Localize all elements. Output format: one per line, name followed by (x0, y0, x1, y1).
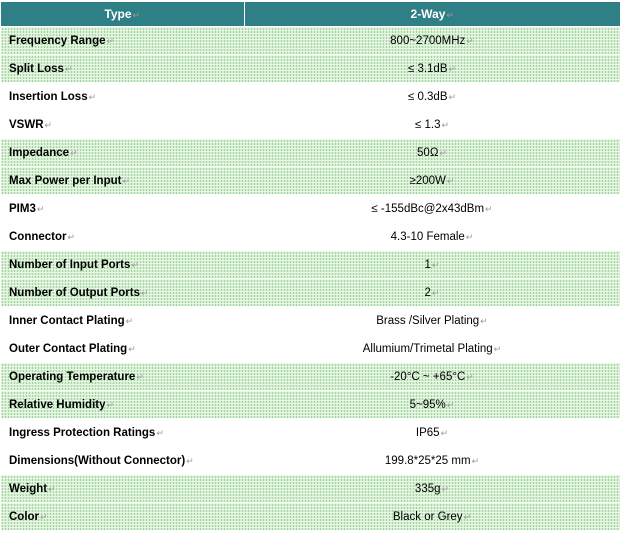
paragraph-mark-icon: ↵ (106, 399, 115, 410)
paragraph-mark-icon: ↵ (70, 147, 78, 158)
spec-value: ≤ -155dBc@2x43dBm (371, 202, 485, 215)
spec-label: Ingress Protection Ratings (9, 426, 156, 439)
table-row (1, 111, 620, 139)
spec-value: ≤ 3.1dB (407, 62, 448, 75)
paragraph-mark-icon: ↵ (480, 315, 488, 326)
table-row (1, 503, 620, 531)
paragraph-mark-icon: ↵ (448, 63, 457, 74)
spec-value-cell (244, 335, 620, 363)
table-row (1, 251, 620, 279)
table-row (1, 139, 620, 167)
table-row (1, 307, 620, 335)
table-row (1, 335, 620, 363)
paragraph-mark-icon: ↵ (431, 259, 440, 270)
spec-label: Operating Temperature (9, 370, 136, 383)
header-2way-label: 2-Way (410, 7, 446, 21)
spec-label-cell (1, 447, 244, 475)
paragraph-mark-icon: ↵ (431, 287, 440, 298)
spec-value-cell (244, 363, 620, 391)
spec-label-cell (1, 167, 244, 195)
paragraph-mark-icon: ↵ (465, 231, 474, 242)
table-row (1, 447, 620, 475)
header-type (1, 2, 244, 27)
spec-label: Number of Input Ports (9, 258, 131, 271)
spec-label-cell (1, 83, 244, 111)
table-row (1, 279, 620, 307)
spec-label-cell (1, 111, 244, 139)
table-row (1, 55, 620, 83)
spec-value: 1 (424, 258, 431, 271)
spec-value-cell (244, 419, 620, 447)
spec-value-cell (244, 83, 620, 111)
spec-label-cell (1, 55, 244, 83)
paragraph-mark-icon: ↵ (493, 343, 502, 354)
spec-value-cell (244, 27, 620, 55)
table-row (1, 475, 620, 503)
spec-label: Color (9, 510, 40, 523)
spec-value: ≥200W (409, 174, 446, 187)
spec-value: 4.3-10 Female (390, 230, 465, 243)
header-row (1, 2, 620, 27)
spec-value-cell (244, 139, 620, 167)
spec-label-cell (1, 363, 244, 391)
spec-value-cell (244, 195, 620, 223)
paragraph-mark-icon: ↵ (440, 427, 449, 438)
spec-label: Insertion Loss (9, 90, 88, 103)
table-row (1, 419, 620, 447)
spec-value: ≤ 0.3dB (407, 90, 448, 103)
spec-value-cell (244, 391, 620, 419)
spec-table (1, 1, 620, 531)
paragraph-mark-icon: ↵ (471, 455, 480, 466)
spec-label: Number of Output Ports (9, 286, 140, 299)
paragraph-mark-icon: ↵ (448, 91, 457, 102)
table-row (1, 167, 620, 195)
spec-label-cell (1, 475, 244, 503)
paragraph-mark-icon: ↵ (446, 175, 455, 186)
header-type-label: Type (104, 7, 132, 21)
spec-value: 199.8*25*25 mm (384, 454, 471, 467)
spec-label: Connector (9, 230, 67, 243)
paragraph-mark-icon: ↵ (463, 511, 472, 522)
spec-label: Max Power per Input (9, 174, 122, 187)
paragraph-mark-icon: ↵ (186, 455, 194, 466)
spec-label-cell (1, 419, 244, 447)
paragraph-mark-icon: ↵ (140, 287, 149, 298)
header-2way (244, 2, 620, 27)
spec-label: Inner Contact Plating (9, 314, 125, 327)
spec-label-cell (1, 195, 244, 223)
paragraph-mark-icon: ↵ (67, 231, 76, 242)
spec-label-cell (1, 139, 244, 167)
spec-value: 335g (414, 482, 441, 495)
spec-label: Weight (9, 482, 48, 495)
spec-value: Black or Grey (392, 510, 463, 523)
paragraph-mark-icon: ↵ (136, 371, 144, 382)
spec-label: Dimensions(Without Connector) (9, 454, 186, 467)
paragraph-mark-icon: ↵ (48, 483, 56, 494)
paragraph-mark-icon: ↵ (156, 427, 164, 438)
paragraph-mark-icon: ↵ (441, 119, 450, 130)
spec-table-body (1, 27, 620, 531)
spec-value-cell (244, 503, 620, 531)
spec-label-cell (1, 279, 244, 307)
spec-value: Brass /Silver Plating (376, 314, 480, 327)
spec-value: IP65 (415, 426, 440, 439)
spec-label-cell (1, 391, 244, 419)
spec-value-cell (244, 167, 620, 195)
spec-label-cell (1, 307, 244, 335)
paragraph-mark-icon: ↵ (485, 203, 493, 214)
spec-value-cell (244, 475, 620, 503)
table-row (1, 195, 620, 223)
table-row (1, 27, 620, 55)
spec-value: 5~95% (409, 398, 446, 411)
paragraph-mark-icon: ↵ (132, 10, 141, 20)
spec-label: Relative Humidity (9, 398, 106, 411)
spec-label-cell (1, 503, 244, 531)
spec-value: 2 (424, 286, 431, 299)
paragraph-mark-icon: ↵ (122, 175, 131, 186)
spec-label-cell (1, 251, 244, 279)
spec-value-cell (244, 447, 620, 475)
spec-label: PIM3 (9, 202, 36, 215)
table-row (1, 223, 620, 251)
table-row (1, 83, 620, 111)
table-row (1, 363, 620, 391)
spec-label: Split Loss (9, 62, 64, 75)
spec-value-cell (244, 223, 620, 251)
paragraph-mark-icon: ↵ (439, 147, 447, 158)
spec-label: Outer Contact Plating (9, 342, 128, 355)
paragraph-mark-icon: ↵ (131, 259, 139, 270)
paragraph-mark-icon: ↵ (466, 35, 474, 46)
spec-label: Frequency Range (9, 34, 106, 47)
table-row (1, 391, 620, 419)
paragraph-mark-icon: ↵ (466, 371, 474, 382)
spec-value: ≤ 1.3 (414, 118, 441, 131)
paragraph-mark-icon: ↵ (44, 119, 53, 130)
paragraph-mark-icon: ↵ (40, 511, 48, 522)
paragraph-mark-icon: ↵ (446, 10, 454, 20)
paragraph-mark-icon: ↵ (64, 63, 73, 74)
spec-label: VSWR (9, 118, 44, 131)
spec-value-cell (244, 251, 620, 279)
paragraph-mark-icon: ↵ (125, 315, 134, 326)
spec-value-cell (244, 55, 620, 83)
paragraph-mark-icon: ↵ (441, 483, 450, 494)
spec-table-header (1, 2, 620, 27)
paragraph-mark-icon: ↵ (88, 91, 97, 102)
spec-label-cell (1, 27, 244, 55)
spec-value-cell (244, 307, 620, 335)
spec-value: -20°C ~ +65°C (390, 370, 466, 383)
spec-value: Allumium/Trimetal Plating (362, 342, 493, 355)
paragraph-mark-icon: ↵ (36, 203, 45, 214)
spec-value: 800~2700MHz (390, 34, 466, 47)
spec-value: 50Ω (417, 146, 439, 159)
paragraph-mark-icon: ↵ (446, 399, 455, 410)
spec-value-cell (244, 279, 620, 307)
spec-label: Impedance (9, 146, 70, 159)
paragraph-mark-icon: ↵ (128, 343, 136, 354)
spec-value-cell (244, 111, 620, 139)
spec-label-cell (1, 223, 244, 251)
paragraph-mark-icon: ↵ (106, 35, 115, 46)
spec-label-cell (1, 335, 244, 363)
